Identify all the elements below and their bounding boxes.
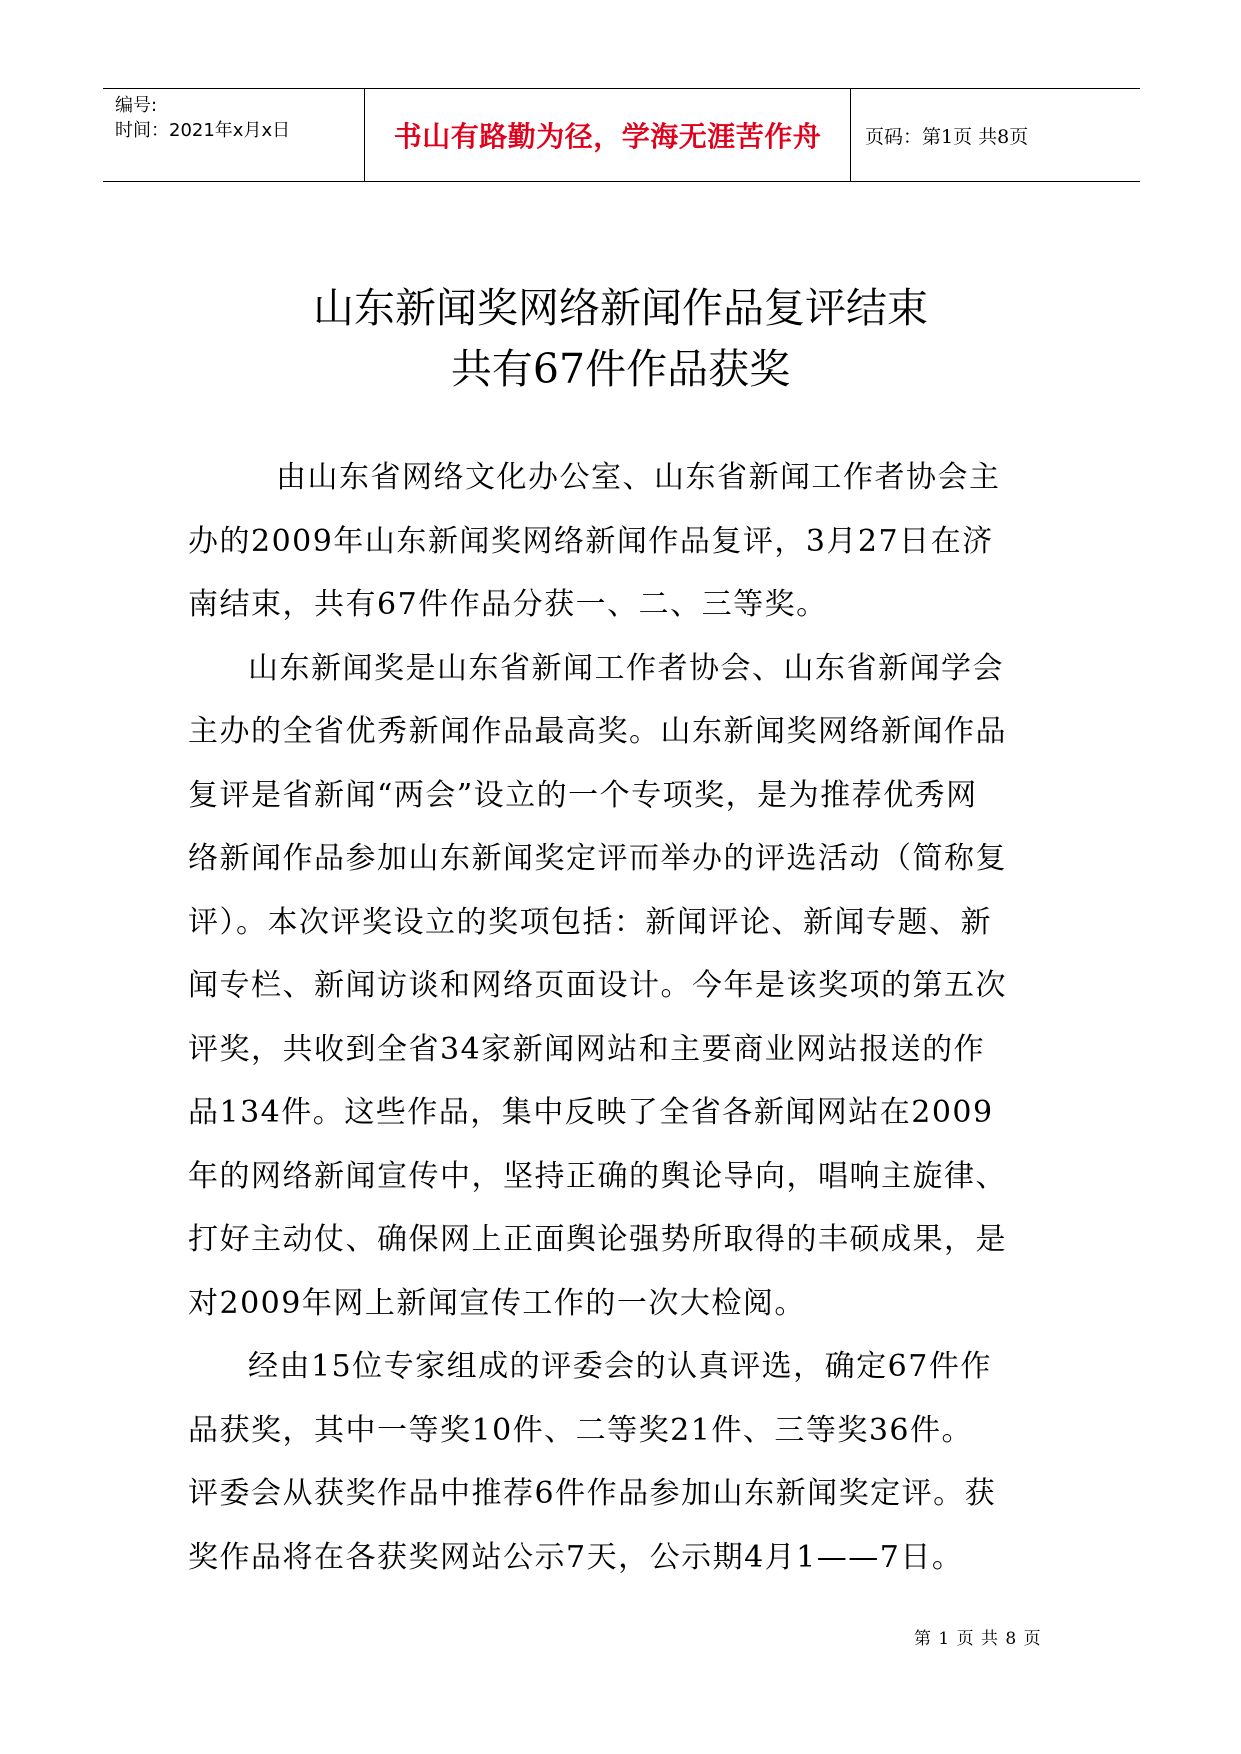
body-line: 经由15位专家组成的评委会的认真评选，确定67件作: [248, 1349, 992, 1384]
body-line: 品134件。这些作品，集中反映了全省各新闻网站在2009: [188, 1095, 994, 1130]
document-time-label: 时间：2021年x月x日: [115, 120, 291, 141]
body-line: 评委会从获奖作品中推荐6件作品参加山东新闻奖定评。获: [188, 1476, 997, 1511]
document-title: [0, 278, 1241, 400]
body-line: 山东新闻奖是山东省新闻工作者协会、山东省新闻学会: [248, 650, 1004, 686]
title-line-1: 山东新闻奖网络新闻作品复评结束: [313, 284, 928, 332]
page-number-footer: 第 1 页 共 8 页: [914, 1629, 1042, 1649]
body-line: 办的2009年山东新闻奖网络新闻作品复评，3月27日在济: [188, 523, 994, 559]
body-line: 由山东省网络文化办公室、山东省新闻工作者协会主: [276, 460, 1001, 495]
body-line: 闻专栏、新闻访谈和网络页面设计。今年是该奖项的第五次: [188, 968, 1007, 1003]
body-line: 品获奖，其中一等奖10件、二等奖21件、三等奖36件。: [188, 1412, 974, 1448]
header-info-cell: [103, 89, 365, 181]
body-line: 对2009年网上新闻宣传工作的一次大检阅。: [188, 1285, 806, 1321]
body-line: 奖作品将在各获奖网站公示7天，公示期4月1——7日。: [188, 1539, 964, 1575]
body-line: 评）。本次评奖设立的奖项包括：新闻评论、新闻专题、新: [188, 904, 992, 940]
body-line: 复评是省新闻“两会”设立的一个专项奖，是为推荐优秀网: [188, 777, 978, 813]
body-line: 络新闻作品参加山东新闻奖定评而举办的评选活动（简称复: [188, 841, 1007, 876]
header-motto: 书山有路勤为径，学海无涯苦作舟: [365, 89, 851, 181]
body-line: 主办的全省优秀新闻作品最高奖。山东新闻奖网络新闻作品: [188, 714, 1007, 749]
title-line-2: 共有67件作品获奖: [450, 345, 791, 393]
body-line: 年的网络新闻宣传中，坚持正确的舆论导向，唱响主旋律、: [188, 1158, 1007, 1194]
document-number-label: 编号:: [115, 95, 158, 116]
header-page-label: 页码：第1页 共8页: [865, 125, 1029, 148]
body-line: 评奖，共收到全省34家新闻网站和主要商业网站报送的作: [188, 1031, 986, 1067]
article-body: [188, 446, 1068, 1589]
document-header: [103, 88, 1140, 182]
body-line: 南结束，共有67件作品分获一、二、三等奖。: [188, 587, 828, 622]
body-line: 打好主动仗、确保网上正面舆论强势所取得的丰硕成果，是: [188, 1222, 1007, 1257]
